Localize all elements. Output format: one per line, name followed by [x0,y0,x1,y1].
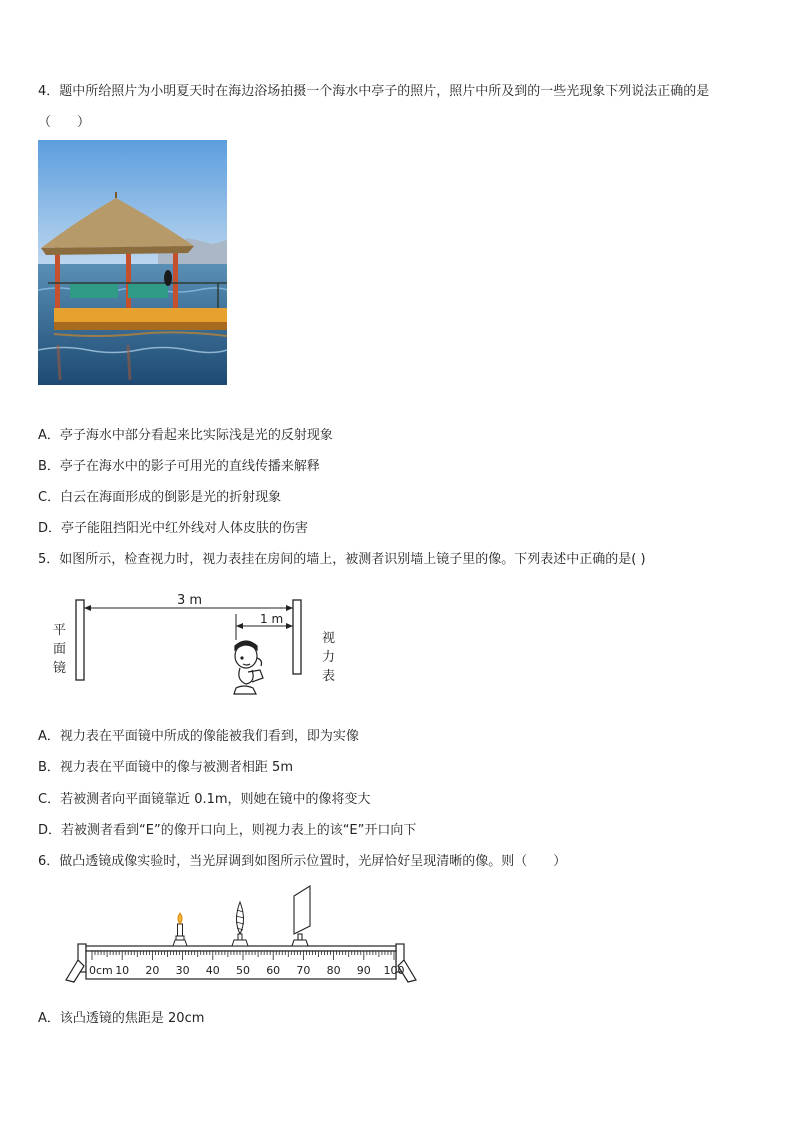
optical-bench-figure [62,882,422,987]
distance-3m-label: 3 m [177,593,203,608]
scale-label: 50 [236,964,250,977]
scale-label: 20 [145,964,160,977]
eye-test-figure [50,588,350,703]
person-icon [234,641,263,694]
q5-option-d: D．若被测者看到“E”的像开口向上，则视力表上的该“E”开口向下 [38,823,417,838]
chart-label-2: 力 [322,650,336,665]
q6-stem: 6．做凸透镜成像实验时，当光屏调到如图所示位置时，光屏恰好呈现清晰的像。则（ ） [38,854,567,869]
q5-option-c: C．若被测者向平面镜靠近 0.1m，则她在镜中的像将变大 [38,792,371,807]
chart-label-1: 视 [322,631,336,646]
scale-label: 100 [383,964,405,977]
light-screen [292,886,310,946]
scale-label: 90 [356,964,371,977]
plane-mirror [76,600,84,680]
scale-label: 30 [175,964,190,977]
q5-option-b: B．视力表在平面镜中的像与被测者相距 5m [38,760,293,775]
mirror-label-3: 镜 [53,661,67,676]
q4-option-d: D．亭子能阻挡阳光中红外线对人体皮肤的伤害 [38,521,309,536]
eye-chart [293,600,301,674]
mirror-label-2: 面 [53,642,67,657]
scale-label: 10 [115,964,130,977]
distance-1m-label: 1 m [260,612,284,626]
convex-lens [232,902,248,946]
q4-option-c: C．白云在海面形成的倒影是光的折射现象 [38,490,282,505]
pavilion-photo [38,140,227,385]
chart-label-3: 表 [322,669,336,684]
scale-label: 40 [205,964,220,977]
scale-label: 70 [296,964,311,977]
q4-option-b: B．亭子在海水中的影子可用光的直线传播来解释 [38,459,320,474]
scale-label: 80 [326,964,341,977]
q4-option-a: A．亭子海水中部分看起来比实际浅是光的反射现象 [38,428,333,443]
q4-stem: 4．题中所给照片为小明夏天时在海边浴场拍摄一个海水中亭子的照片，照片中所及到的一些光现象下列说法正确的是 [38,84,710,99]
scale-label: 60 [266,964,281,977]
bench-leg-left [66,944,86,982]
mirror-label-1: 平 [53,623,67,638]
candle [173,913,187,946]
q6-option-a: A．该凸透镜的焦距是 20cm [38,1011,205,1026]
q4-answer-blank: （ ） [38,115,91,130]
q5-stem: 5．如图所示，检查视力时，视力表挂在房间的墙上，被测者识别墙上镜子里的像。下列表述中正确的是( ) [38,552,646,567]
bench-rail [86,946,396,951]
q5-option-a: A．视力表在平面镜中所成的像能被我们看到，即为实像 [38,729,359,744]
scale-label: 0cm [89,964,113,977]
